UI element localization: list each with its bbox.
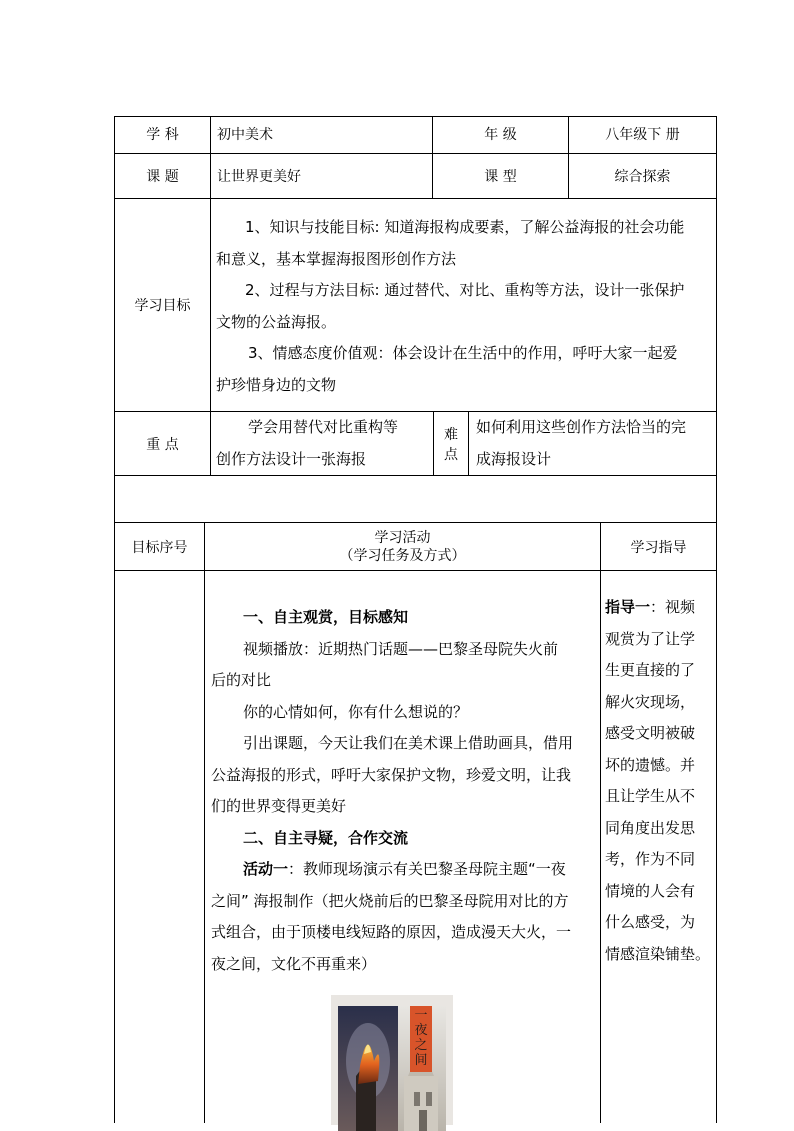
objective-line: 护珍惜身边的文物 (216, 375, 337, 394)
type-label: 课 型 (484, 169, 517, 185)
grade-value: 八年级下 册 (605, 127, 680, 143)
guide-line: 观赏为了让学 (605, 629, 696, 648)
activity-line: 夜之间，文化不再重来） (211, 954, 377, 973)
poster-artwork (338, 1006, 446, 1131)
section1-title: 一、自主观赏，目标感知 (243, 608, 409, 626)
guide-line: 同角度出发思 (605, 818, 696, 837)
border (114, 153, 717, 154)
activity-line: 引出课题，今天让我们在美术课上借助画具，借用 (243, 734, 574, 752)
guide-line: 情感渲染铺垫。 (605, 944, 711, 963)
guide-line: 坏的遗憾。并 (605, 755, 696, 774)
activity-line: 你的心情如何，你有什么想说的？ (243, 702, 469, 721)
activity-line: 后的对比 (211, 671, 272, 689)
difficulty-char: 难 (444, 427, 458, 443)
keypoint-line: 创作方法设计一张海报 (216, 449, 367, 468)
keypoints-content (216, 412, 431, 475)
guide-line: ：视频 (650, 598, 696, 616)
guide-line: 感受文明被破 (605, 724, 696, 742)
objectives-label: 学习目标 (134, 298, 191, 314)
objective-line: 和意义，基本掌握海报图形创作方法 (216, 249, 457, 268)
border (468, 411, 469, 475)
guide-line: 生更直接的了 (605, 661, 696, 679)
col-goal-header: 目标序号 (131, 540, 188, 556)
objective-line: 2、过程与方法目标: 通过替代、对比、重构等方法，设计一张保护 (245, 281, 685, 299)
border (114, 116, 717, 117)
border (716, 116, 717, 1123)
col-activity-header (205, 529, 600, 565)
border (210, 116, 211, 475)
topic-label: 课 题 (146, 169, 179, 185)
objective-line: 文物的公益海报。 (216, 312, 337, 331)
difficulty-line: 如何利用这些创作方法恰当的完 (476, 418, 687, 436)
keypoint-line: 学会用替代对比重构等 (248, 418, 399, 436)
guide-label: 指导一 (605, 598, 651, 616)
guide-line: 解火灾现场， (605, 692, 696, 711)
activity-line: 之间” 海报制作（把火烧前后的巴黎圣母院用对比的方 (211, 891, 569, 910)
poster-title: 一夜之间 (414, 1008, 428, 1068)
objectives-content (216, 212, 714, 401)
keypoints-label: 重 点 (146, 437, 179, 453)
border (600, 522, 601, 1123)
topic-value: 让世界更美好 (217, 169, 301, 185)
activity1-label: 活动一 (243, 860, 289, 878)
activity-line: 式组合，由于顶楼电线短路的原因，造成漫天大火，一 (211, 923, 572, 941)
border (204, 522, 205, 1123)
activity1-text: ：教师现场演示有关巴黎圣母院主题“一夜 (288, 860, 566, 878)
guide-line: 考，作为不同 (605, 850, 696, 868)
type-value: 综合探索 (614, 169, 671, 185)
border (114, 116, 115, 1123)
difficulty-char: 点 (444, 447, 458, 463)
grade-label: 年 级 (484, 127, 517, 143)
guide-line: 什么感受，为 (605, 913, 696, 931)
col-guide-header: 学习指导 (630, 540, 687, 556)
section2-title: 二、自主寻疑，合作交流 (243, 828, 409, 847)
difficulty-content (476, 412, 714, 475)
guide-content (605, 592, 713, 970)
border (114, 475, 717, 476)
activity-line (211, 854, 599, 886)
subject-label: 学 科 (146, 127, 179, 143)
difficulty-label (434, 425, 468, 465)
objective-line: 3、情感态度价值观：体会设计在生活中的作用，呼吁大家一起爱 (248, 344, 678, 362)
activity-content (211, 602, 599, 980)
guide-line: 且让学生从不 (605, 787, 696, 805)
activity-line: 公益海报的形式，呼吁大家保护文物，珍爱文明，让我 (211, 765, 572, 784)
subject-value: 初中美术 (217, 127, 273, 143)
objective-line: 1、知识与技能目标: 知道海报构成要素，了解公益海报的社会功能 (245, 218, 685, 236)
col-activity-title: 学习活动 (374, 530, 431, 546)
border (114, 198, 717, 199)
col-activity-subtitle: （学习任务及方式） (339, 548, 466, 564)
activity-line: 们的世界变得更美好 (211, 797, 347, 815)
poster-image (331, 995, 453, 1125)
guide-line: 情境的人会有 (605, 881, 696, 900)
difficulty-line: 成海报设计 (476, 449, 552, 468)
activity-line: 视频播放：近期热门话题——巴黎圣母院失火前 (243, 639, 559, 658)
